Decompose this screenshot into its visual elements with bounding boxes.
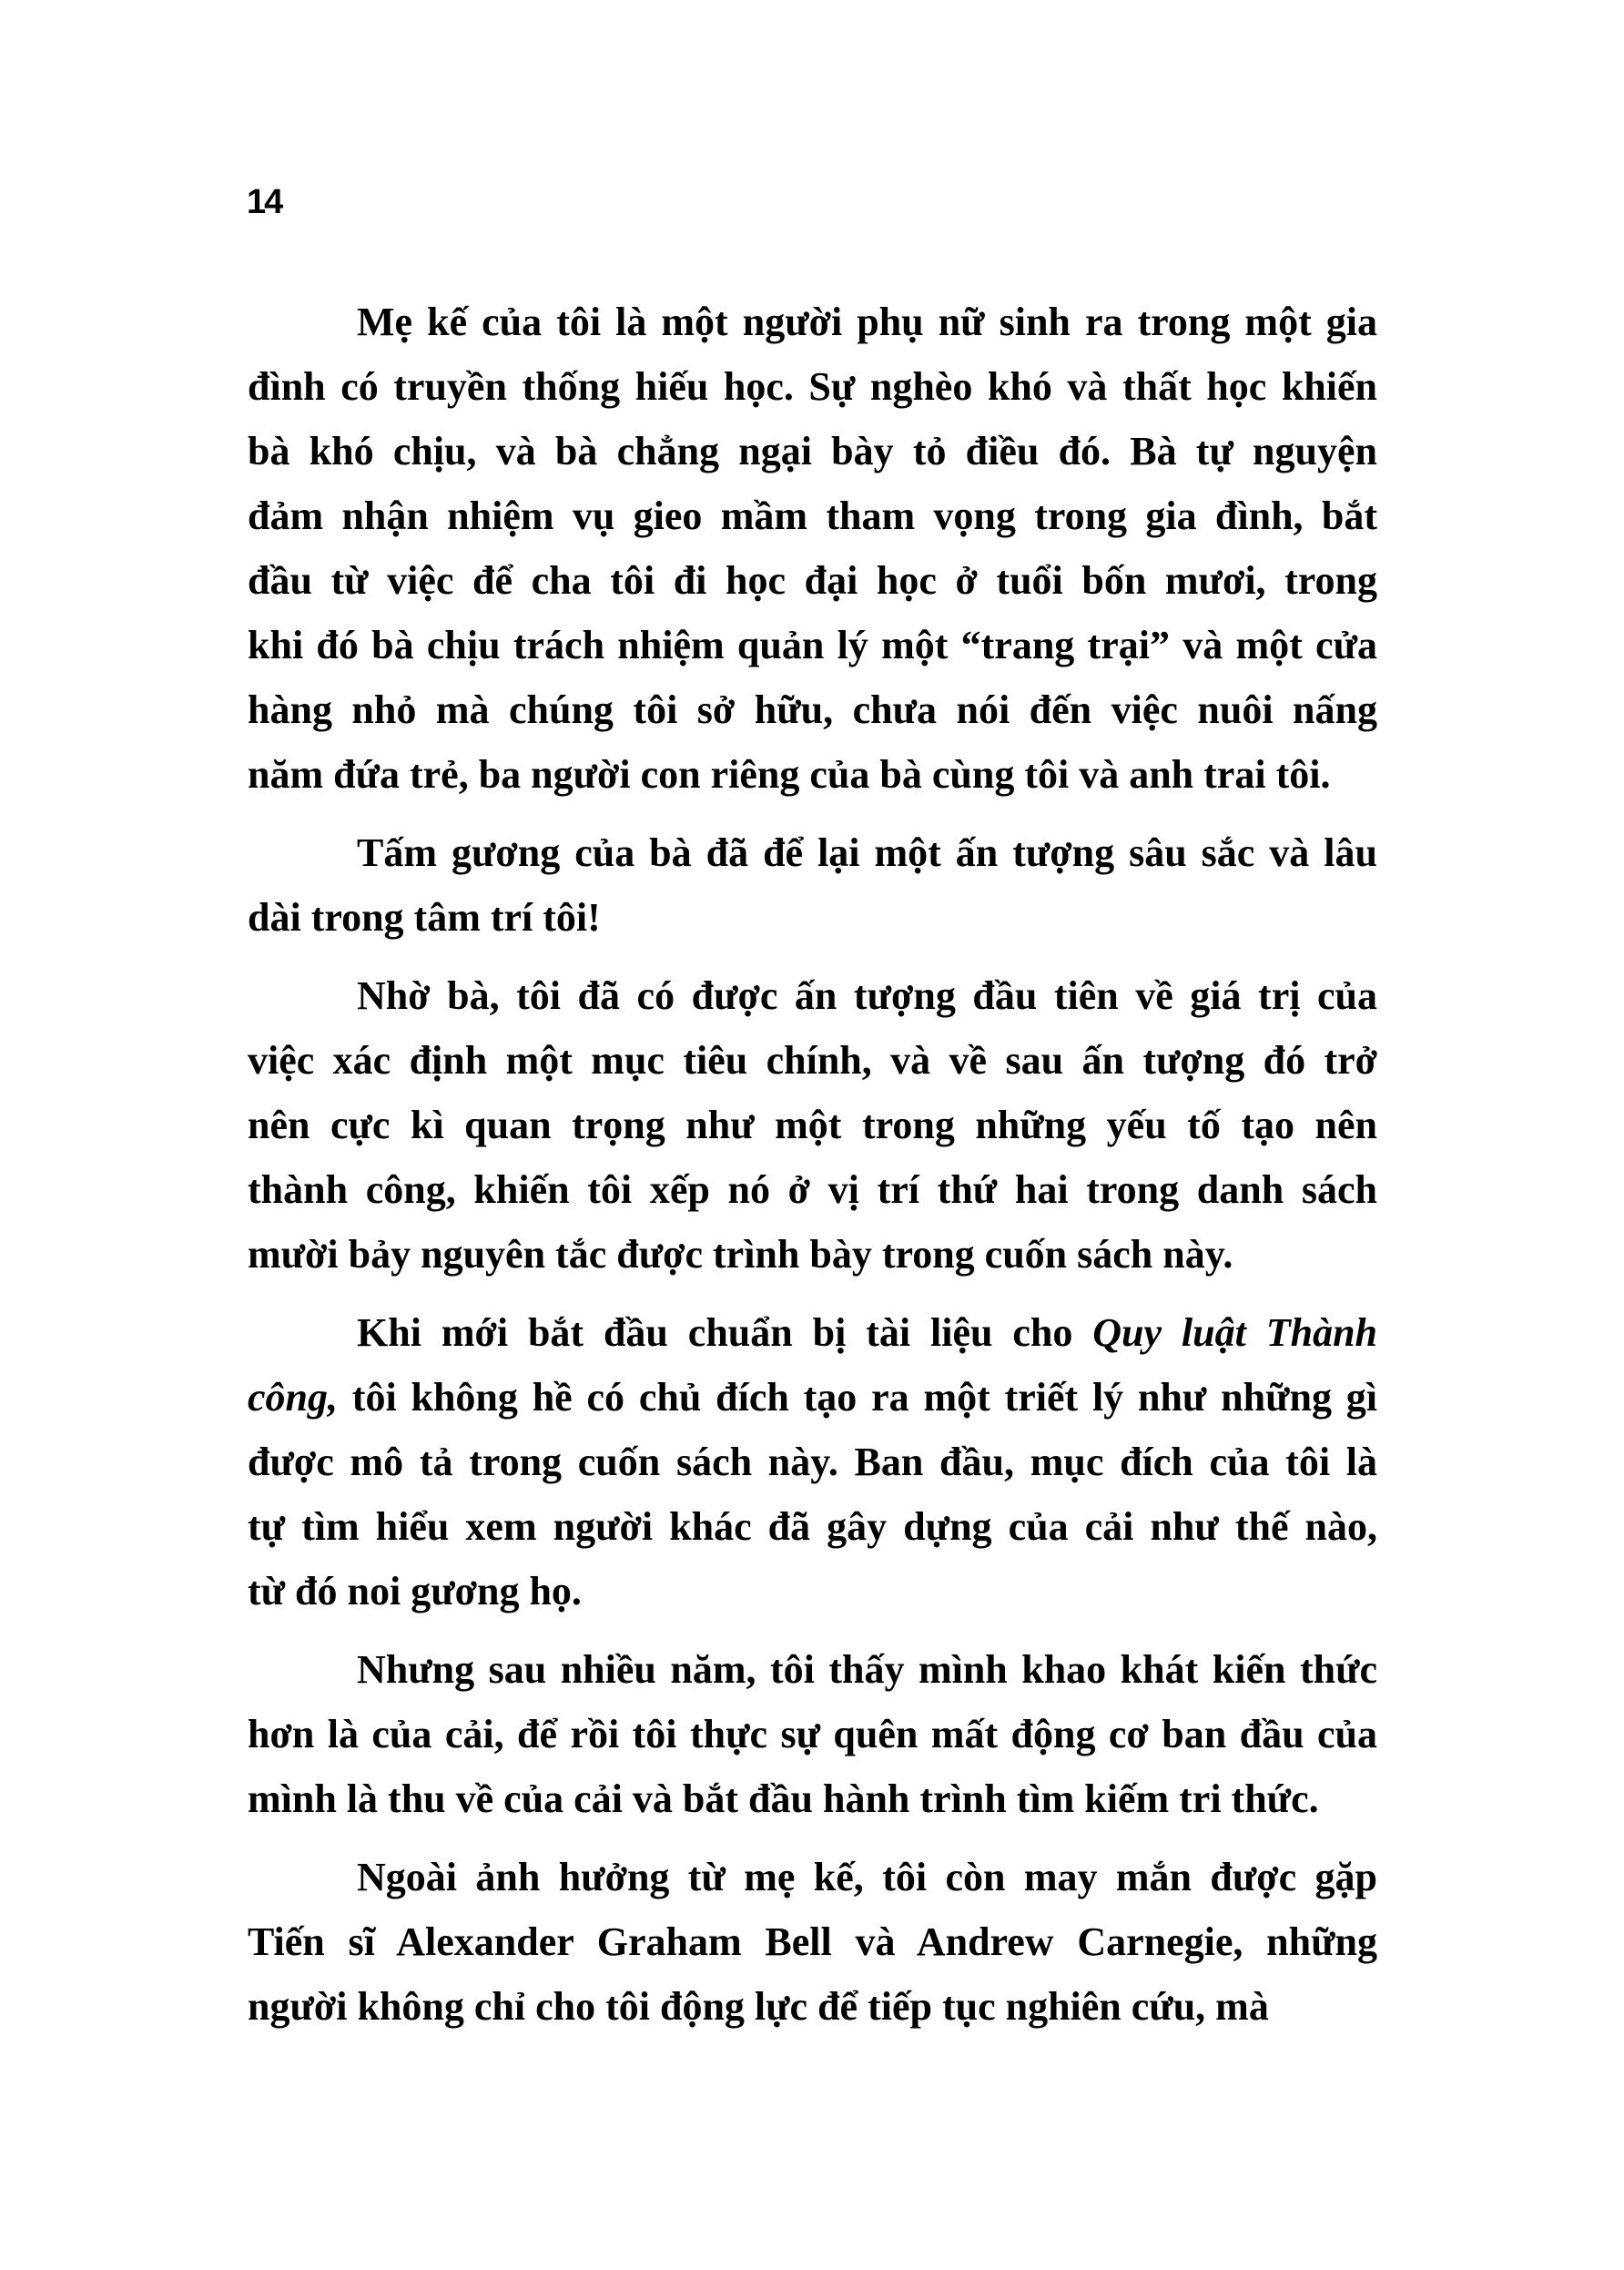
paragraph-4 xyxy=(248,1300,1377,1624)
text-line xyxy=(248,1365,1377,1430)
book-title-italic: công, xyxy=(248,1375,338,1420)
text-line: việc xác định một mục tiêu chính, và về sau ấn tượng đó trở xyxy=(248,1038,1377,1083)
text-line: được mô tả trong cuốn sách này. Ban đầu, mục đích của tôi là xyxy=(248,1440,1377,1484)
paragraph-5 xyxy=(248,1637,1377,1831)
paragraph-2 xyxy=(248,820,1377,950)
text-line xyxy=(248,1300,1377,1365)
text-line: khi đó bà chịu trách nhiệm quản lý một “trang trại” và một cửa xyxy=(248,623,1377,667)
text-line: Nhờ bà, tôi đã có được ấn tượng đầu tiên về giá trị của xyxy=(357,973,1377,1018)
text-line: mười bảy nguyên tắc được trình bày trong cuốn sách này. xyxy=(248,1232,1233,1277)
paragraph-1 xyxy=(248,290,1377,807)
text-line: dài trong tâm trí tôi! xyxy=(248,895,601,940)
text-line: năm đứa trẻ, ba người con riêng của bà cùng tôi và anh trai tôi. xyxy=(248,752,1331,797)
paragraph-6 xyxy=(248,1845,1377,2039)
text-line: Mẹ kế của tôi là một người phụ nữ sinh ra trong một gia xyxy=(357,300,1377,344)
text-line: từ đó noi gương họ. xyxy=(248,1569,582,1613)
text-line: hàng nhỏ mà chúng tôi sở hữu, chưa nói đến việc nuôi nấng xyxy=(248,687,1377,732)
text-line: Nhưng sau nhiều năm, tôi thấy mình khao khát kiến thức xyxy=(357,1647,1377,1692)
text-line: đảm nhận nhiệm vụ gieo mầm tham vọng trong gia đình, bắt xyxy=(248,494,1377,538)
book-title-italic: Quy luật Thành xyxy=(1092,1310,1378,1355)
text-line: Tấm gương của bà đã để lại một ấn tượng sâu sắc và lâu xyxy=(357,830,1377,875)
text-line: đình có truyền thống hiếu học. Sự nghèo khó và thất học khiến xyxy=(248,364,1377,409)
text-line: Tiến sĩ Alexander Graham Bell và Andrew Carnegie, những xyxy=(248,1919,1377,1964)
text-line: hơn là của cải, để rồi tôi thực sự quên mất động cơ ban đầu của xyxy=(248,1712,1377,1756)
text-run: Khi mới bắt đầu chuẩn bị tài liệu cho xyxy=(357,1310,1093,1355)
paragraph-3 xyxy=(248,963,1377,1287)
page-number: 14 xyxy=(247,183,282,221)
text-run: tôi không hề có chủ đích tạo ra một triết lý như những gì xyxy=(338,1375,1377,1420)
text-line: tự tìm hiểu xem người khác đã gây dựng của cải như thế nào, xyxy=(248,1504,1377,1549)
text-line: người không chỉ cho tôi động lực để tiếp tục nghiên cứu, mà xyxy=(248,1984,1269,2029)
text-line: đầu từ việc để cha tôi đi học đại học ở tuổi bốn mươi, trong xyxy=(248,558,1377,603)
text-line: Ngoài ảnh hưởng từ mẹ kế, tôi còn may mắn được gặp xyxy=(357,1855,1377,1899)
text-line: mình là thu về của cải và bắt đầu hành trình tìm kiếm tri thức. xyxy=(248,1776,1319,1821)
text-line: thành công, khiến tôi xếp nó ở vị trí thứ hai trong danh sách xyxy=(248,1167,1377,1212)
text-line: nên cực kì quan trọng như một trong những yếu tố tạo nên xyxy=(248,1103,1377,1147)
text-line: bà khó chịu, và bà chẳng ngại bày tỏ điều đó. Bà tự nguyện xyxy=(248,429,1377,473)
body-text xyxy=(248,290,1377,2039)
